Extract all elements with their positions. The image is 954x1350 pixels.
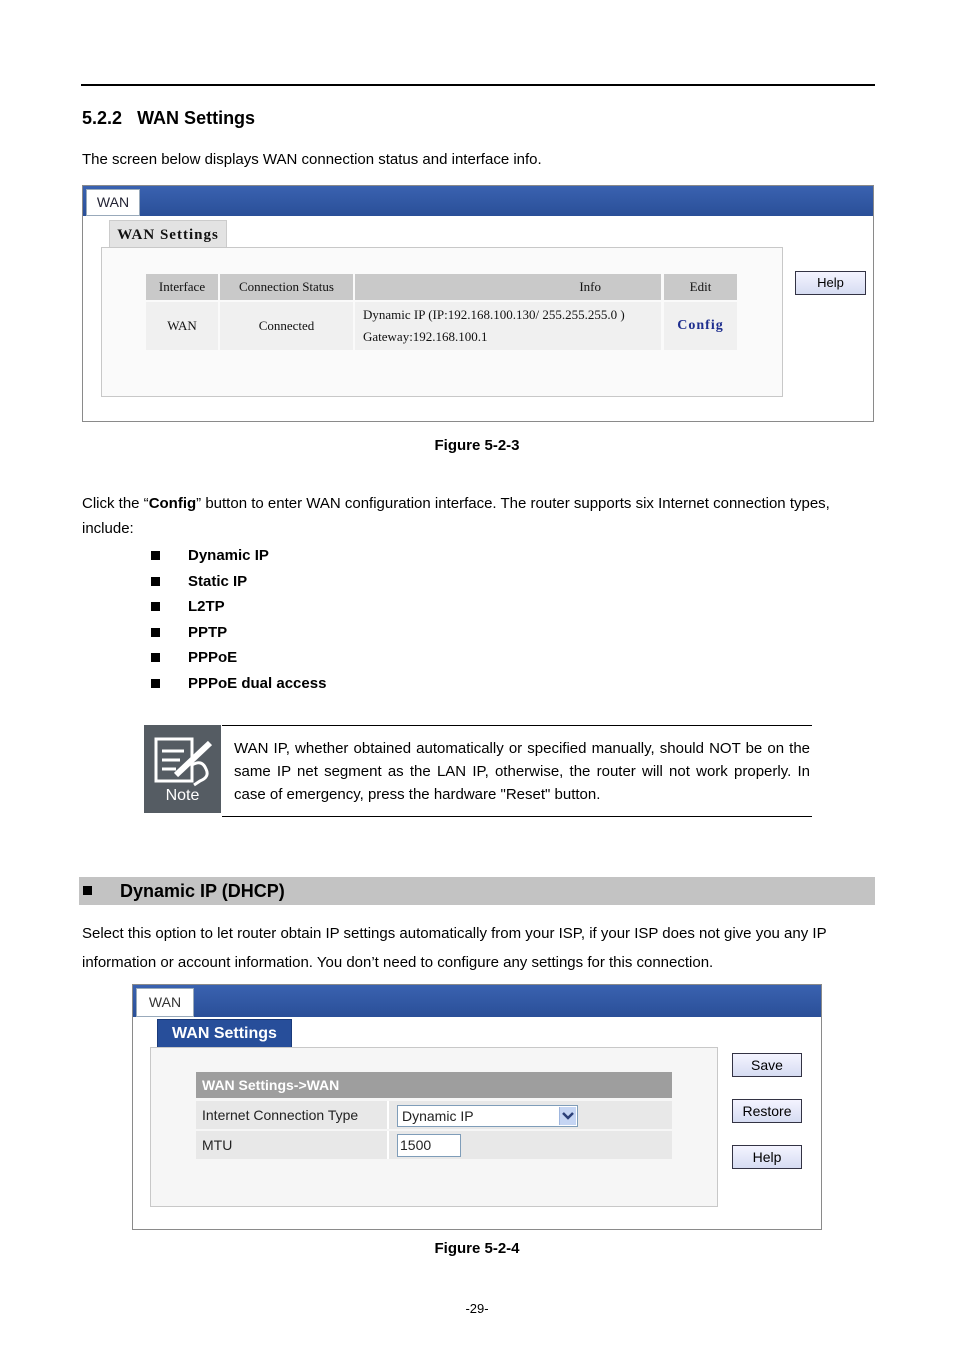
help-button[interactable]: Help — [732, 1145, 802, 1169]
square-bullet-icon — [83, 886, 92, 895]
col-header-info — [355, 274, 661, 300]
figure-wan-status — [82, 185, 874, 422]
note-text: WAN IP, whether obtained automatically or specified manually, should NOT be on the same IP net segment as the LAN IP, otherwise, the router will not work properly. In case of emergency, press the hardware "Reset" button. — [234, 740, 810, 803]
mtu-input[interactable]: 1500 — [397, 1134, 461, 1157]
help-button[interactable]: Help — [795, 271, 866, 295]
list-item-label: L2TP — [188, 598, 225, 616]
section-number: 5.2.2 — [82, 108, 123, 128]
square-bullet-icon — [151, 653, 160, 662]
cell-interface: WAN — [146, 302, 218, 350]
subtab-wan-settings[interactable]: WAN Settings — [109, 220, 227, 250]
square-bullet-icon — [151, 551, 160, 560]
table-row — [196, 1131, 672, 1159]
tab-wan[interactable]: WAN — [86, 189, 140, 216]
top-bar — [133, 985, 821, 1017]
info-gateway: Gateway:192.168.100.1 — [363, 329, 488, 344]
table-row — [196, 1101, 672, 1129]
figure-wan-settings — [132, 984, 822, 1230]
square-bullet-icon — [151, 628, 160, 637]
tab-wan[interactable]: WAN — [136, 988, 194, 1017]
note-rule-bottom — [222, 816, 812, 817]
cell-info — [355, 302, 661, 350]
table-title — [196, 1072, 672, 1098]
connection-type-value: Dynamic IP — [402, 1108, 474, 1124]
list-item-label: Dynamic IP — [188, 547, 269, 564]
header-rule — [81, 84, 875, 86]
info-ip: Dynamic IP (IP:192.168.100.130/ 255.255.255.0 ) — [363, 307, 625, 322]
note-box — [144, 725, 812, 817]
col-header-interface: Interface — [146, 274, 218, 300]
list-item-label: PPPoE dual access — [188, 674, 327, 692]
top-bar — [83, 186, 873, 216]
figure-caption-2: Figure 5-2-4 — [434, 1240, 520, 1257]
dhcp-paragraph-line1: Select this option to let router obtain IP settings automatically from your ISP, if your ISP does not give you any IP — [82, 925, 827, 942]
subsection-title: Dynamic IP (DHCP) — [120, 881, 285, 901]
section-heading — [82, 108, 255, 129]
square-bullet-icon — [151, 602, 160, 611]
divider — [387, 1131, 389, 1159]
table-title-label: WAN Settings->WAN — [202, 1077, 340, 1093]
click-bold: Config — [148, 495, 197, 512]
col-header-info-label: Info — [579, 279, 601, 294]
col-header-edit: Edit — [664, 274, 737, 300]
click-paragraph-line2: include: — [82, 520, 134, 537]
square-bullet-icon — [151, 679, 160, 688]
square-bullet-icon — [151, 577, 160, 586]
figure-caption-1: Figure 5-2-3 — [434, 437, 520, 454]
click-paragraph — [82, 491, 882, 516]
col-header-status: Connection Status — [220, 274, 353, 300]
connection-type-label: Internet Connection Type — [202, 1107, 359, 1123]
note-pencil-icon — [144, 725, 221, 813]
click-pre: Click the “ — [82, 495, 149, 512]
subsection-bar — [79, 877, 875, 905]
config-link[interactable]: Config — [664, 302, 737, 350]
divider — [387, 1101, 389, 1129]
note-rule-top — [222, 725, 812, 726]
list-item-label: PPTP — [188, 623, 228, 641]
save-button[interactable]: Save — [732, 1053, 802, 1077]
cell-status: Connected — [220, 302, 353, 350]
restore-button[interactable]: Restore — [732, 1099, 802, 1123]
list-item-label: Static IP — [188, 572, 248, 590]
chevron-down-icon[interactable] — [559, 1107, 576, 1125]
list-item-label: PPPoE — [188, 649, 238, 667]
click-post: ” button to enter WAN configuration interface. The router supports six Internet connection types, — [196, 495, 830, 512]
intro-paragraph: The screen below displays WAN connection status and interface info. — [82, 151, 542, 168]
page-number: -29- — [465, 1301, 489, 1316]
connection-type-select[interactable] — [397, 1105, 578, 1127]
dhcp-paragraph-line2: information or account information. You don’t need to configure any settings for this connection. — [82, 954, 714, 971]
section-title: WAN Settings — [137, 108, 256, 128]
mtu-label: MTU — [202, 1137, 233, 1153]
subtab-wan-settings[interactable]: WAN Settings — [157, 1019, 292, 1049]
note-label: Note — [165, 787, 200, 804]
